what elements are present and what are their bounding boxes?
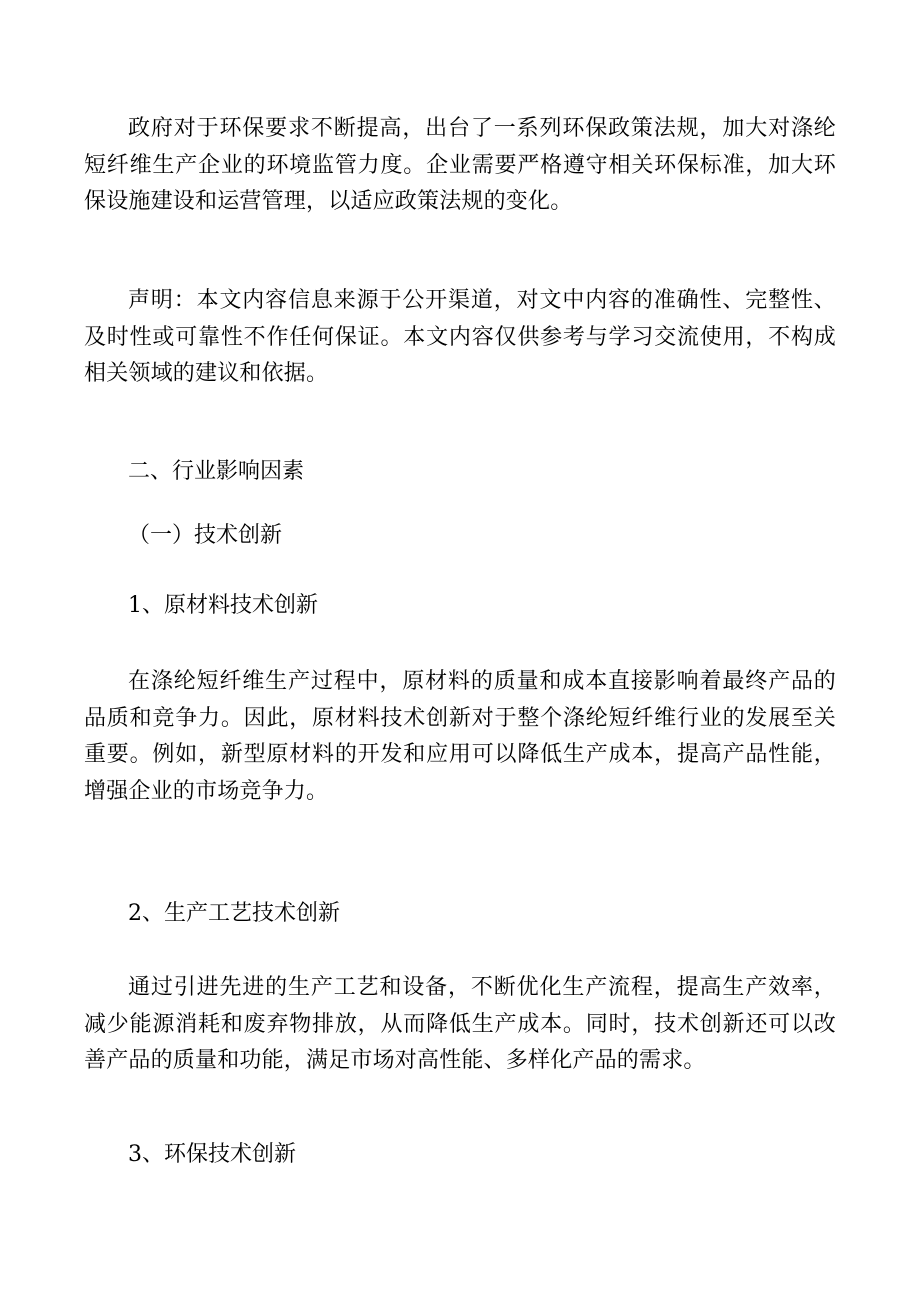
item1-paragraph: 在涤纶短纤维生产过程中，原材料的质量和成本直接影响着最终产品的品质和竞争力。因此，原材料技术创新对于整个涤纶短纤维行业的发展至关重要。例如，新型原材料的开发和应用可以降低生产成本，提高产品性能，增强企业的市场竞争力。 <box>84 669 836 804</box>
paragraph-disclaimer: 声明：本文内容信息来源于公开渠道，对文中内容的准确性、完整性、及时性或可靠性不作任何保证。本文内容仅供参考与学习交流使用，不构成相关领域的建议和依据。 <box>84 288 836 386</box>
subsection-heading: （一）技术创新 <box>128 523 283 548</box>
item3-heading: 3、环保技术创新 <box>128 1142 296 1167</box>
item2-heading: 2、生产工艺技术创新 <box>128 901 340 926</box>
item1-heading: 1、原材料技术创新 <box>128 593 318 618</box>
section-heading: 二、行业影响因素 <box>128 459 305 484</box>
item2-paragraph: 通过引进先进的生产工艺和设备，不断优化生产流程，提高生产效率，减少能源消耗和废弃物排放，从而降低生产成本。同时，技术创新还可以改善产品的质量和功能，满足市场对高性能、多样化产品的需求。 <box>84 975 836 1073</box>
paragraph-env-policy: 政府对于环保要求不断提高，出台了一系列环保政策法规，加大对涤纶短纤维生产企业的环境监管力度。企业需要严格遵守相关环保标准，加大环保设施建设和运营管理，以适应政策法规的变化。 <box>84 116 836 214</box>
